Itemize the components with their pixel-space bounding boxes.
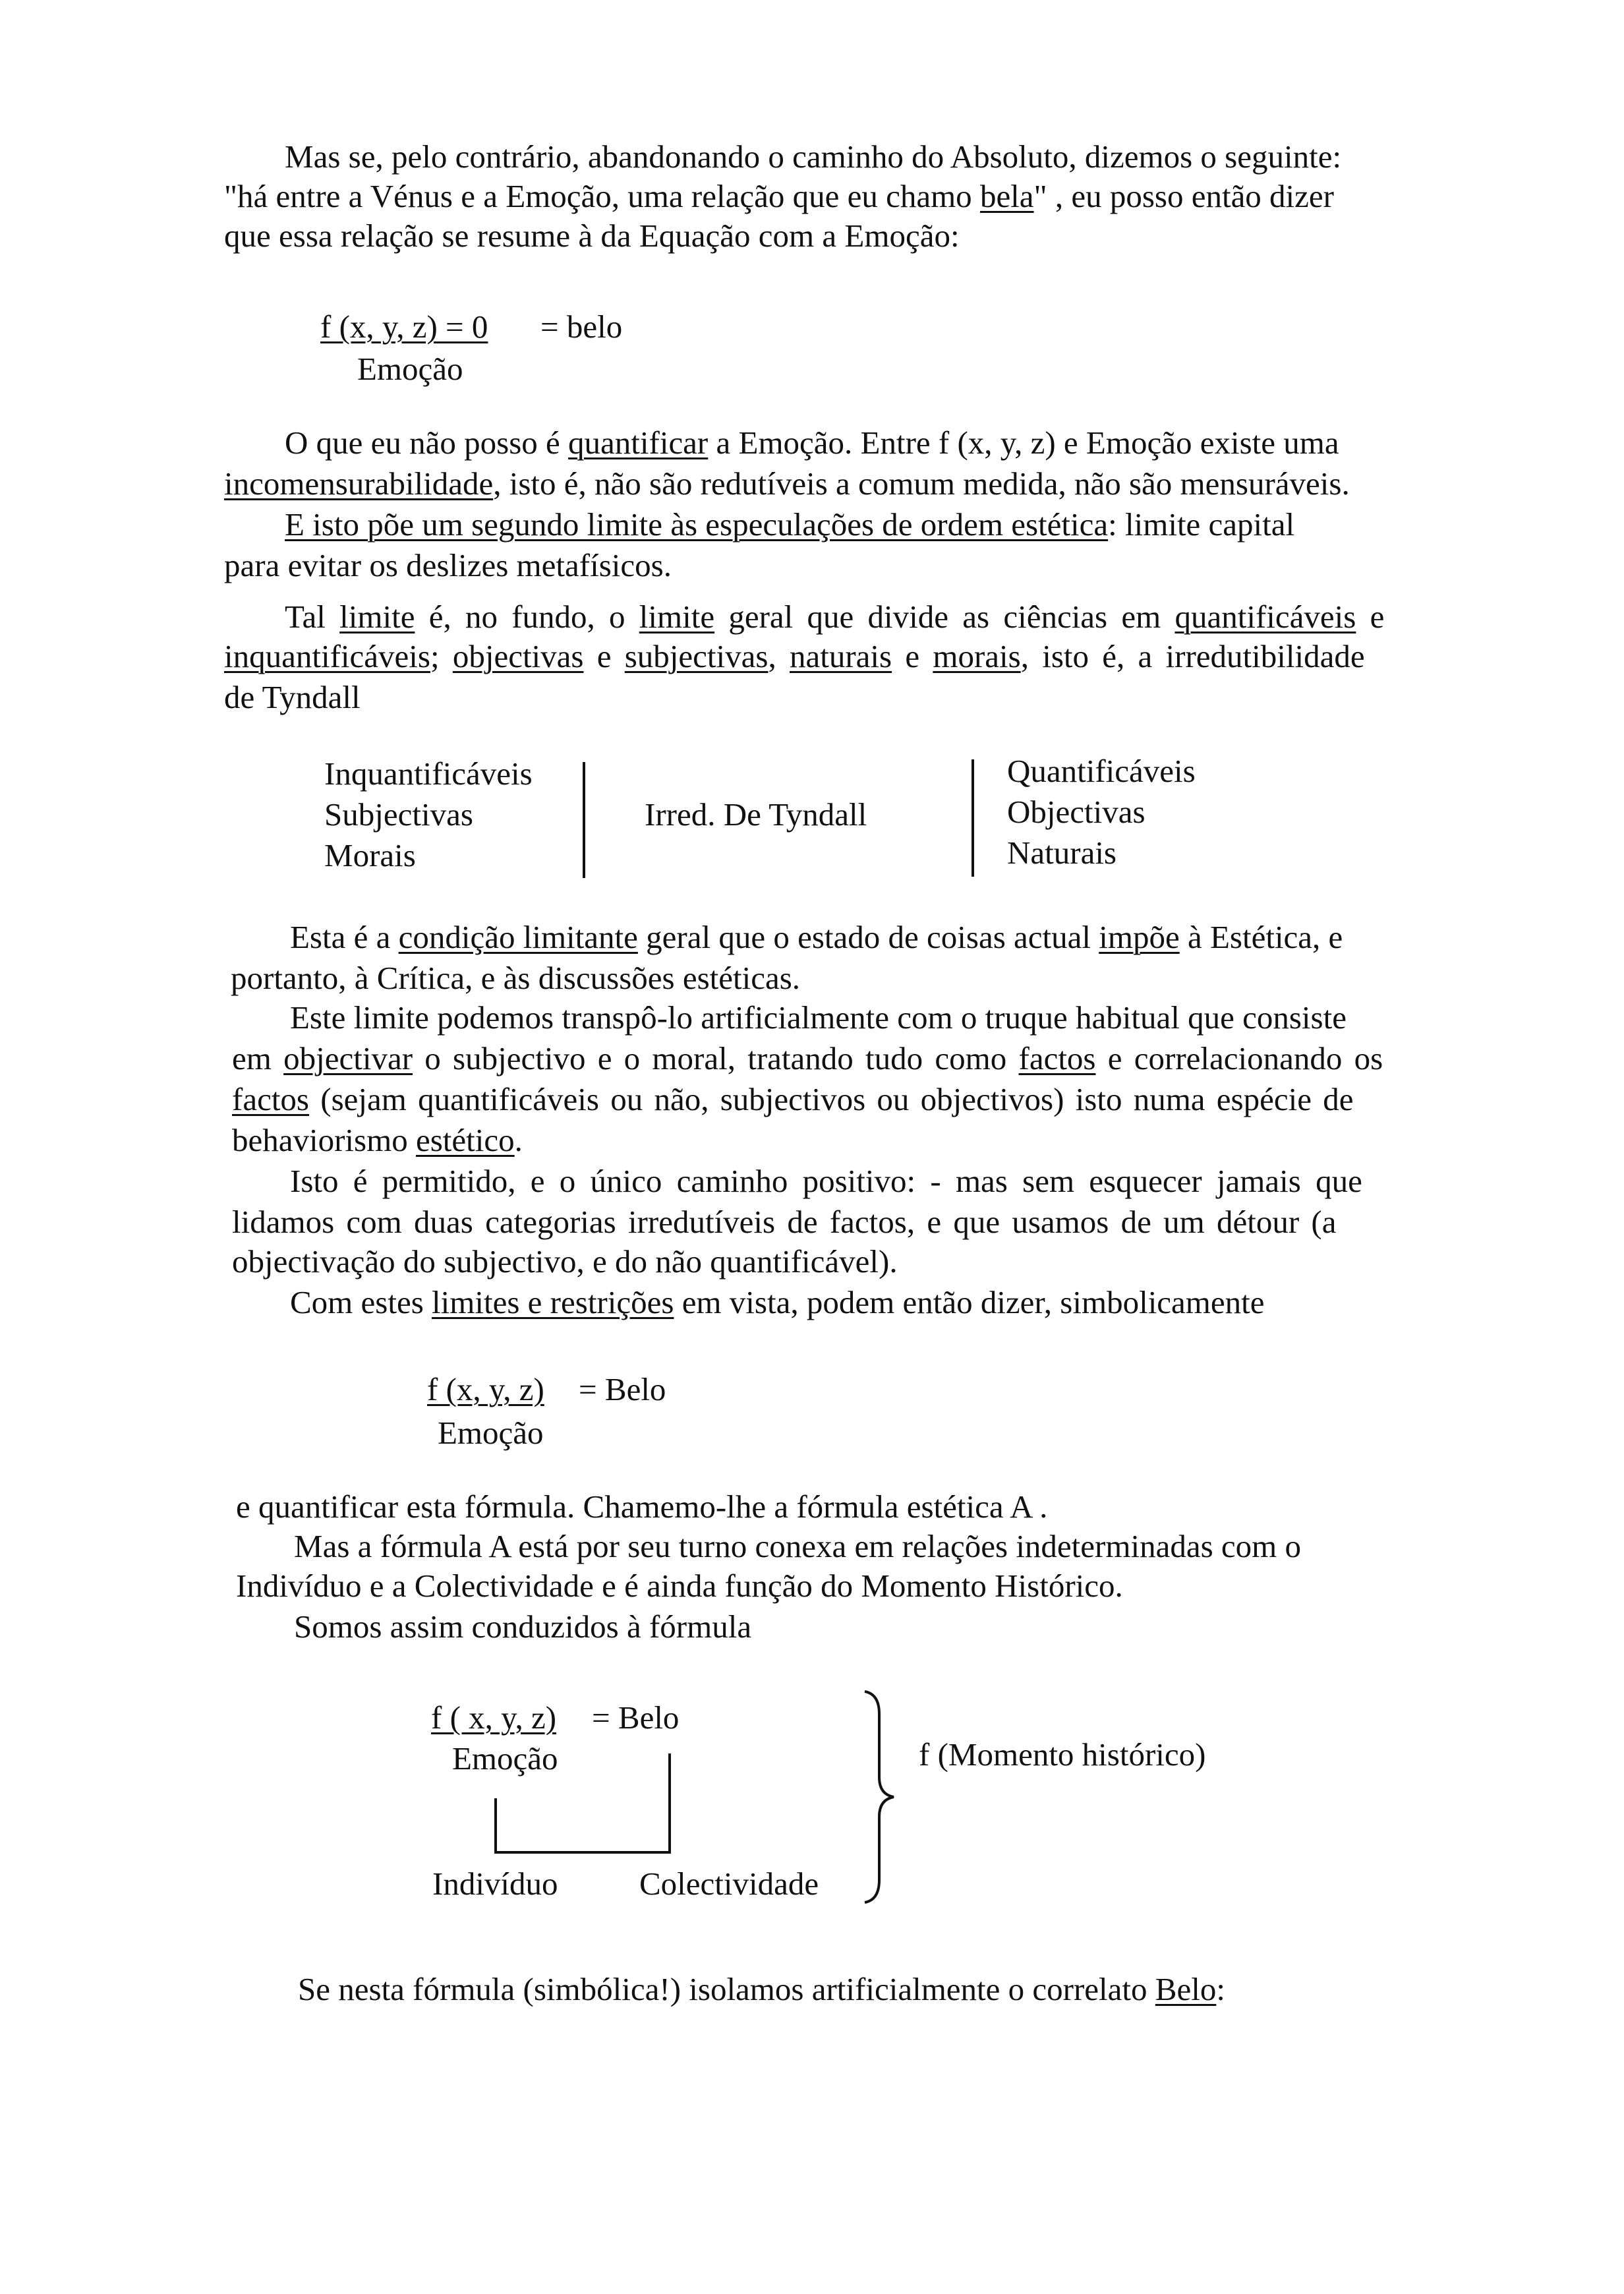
- text-span: = Belo: [579, 1371, 666, 1407]
- formula-1-numerator: [320, 307, 488, 347]
- underlined-word: subjectivas: [624, 638, 768, 674]
- text-span: = belo: [540, 309, 623, 345]
- text-span: e: [1356, 599, 1385, 635]
- text-span: "há entre a Vénus e a Emoção, uma relação que eu chamo: [224, 178, 980, 214]
- text-span: e: [892, 638, 933, 674]
- right-curly-brace: [857, 1688, 903, 1906]
- text-span: Morais: [324, 837, 416, 873]
- underlined-phrase: condição limitante: [398, 919, 638, 955]
- text-span: ;: [430, 638, 453, 674]
- text-span: Esta é a: [290, 919, 399, 955]
- text-span: Objectivas: [1007, 794, 1146, 830]
- text-span: e correlacionando os: [1095, 1040, 1383, 1076]
- formula-3-function: [919, 1735, 1205, 1775]
- underlined-word: factos: [232, 1081, 309, 1117]
- underlined-word: naturais: [789, 638, 892, 674]
- paragraph-3-line-1: [285, 597, 1494, 637]
- text-span: geral que divide as ciências em: [714, 599, 1175, 635]
- paragraph-2-line-1: [285, 423, 1494, 463]
- text-span: [285, 505, 1294, 544]
- underlined-word: incomensurabilidade: [224, 465, 494, 502]
- text-span: Irred. De Tyndall: [645, 796, 867, 833]
- paragraph-1-line-1: [285, 137, 1494, 177]
- paragraph-5-line-4: [232, 1121, 523, 1160]
- underlined-word: objectivar: [283, 1040, 413, 1076]
- text-span: O que eu não posso é: [285, 425, 569, 461]
- text-span: Indivíduo: [432, 1866, 558, 1902]
- tyndall-left-item-2: [324, 795, 473, 835]
- underlined-word: factos: [1018, 1040, 1096, 1076]
- paragraph-4-line-1: [290, 918, 1499, 957]
- underlined-word: Belo: [1155, 1971, 1217, 2007]
- text-span: de Tyndall: [224, 679, 361, 715]
- formula-3-colectividade: [639, 1864, 819, 1904]
- text-span: Se nesta fórmula (simbólica!) isolamos artificialmente o correlato: [298, 1971, 1155, 2007]
- text-span: Somos assim conduzidos à fórmula: [294, 1608, 752, 1645]
- text-span: objectivação do subjectivo, e do não quantificável).: [232, 1243, 898, 1279]
- tyndall-right-item-3: [1007, 833, 1116, 873]
- paragraph-2-line-2: [224, 464, 1350, 504]
- underlined-word: inquantificáveis: [224, 638, 430, 674]
- tyndall-right-divider: [972, 759, 974, 877]
- underlined-word: quantificáveis: [1174, 599, 1356, 635]
- text-span: .: [514, 1122, 523, 1158]
- paragraph-6-line-3: [232, 1242, 898, 1281]
- underlined-phrase: E isto põe um segundo limite às especulações de ordem estética: [285, 506, 1109, 543]
- underlined-word: limite: [639, 599, 715, 635]
- formula-3-denominator: [452, 1739, 558, 1779]
- text-span: Tal: [285, 599, 340, 635]
- text-span: à Estética, e: [1179, 919, 1343, 955]
- text-span: :: [1216, 1971, 1225, 2007]
- formula-2-numerator: [427, 1370, 544, 1409]
- text-span: f (Momento histórico): [919, 1736, 1206, 1773]
- paragraph-5-line-2: [232, 1039, 1383, 1078]
- text-span: Mas a fórmula A está por seu turno conexa em relações indeterminadas com o: [294, 1528, 1302, 1564]
- text-span: Inquantificáveis: [324, 755, 533, 792]
- text-span: Indivíduo e a Colectividade e é ainda função do Momento Histórico.: [236, 1568, 1123, 1604]
- paragraph-5-line-3: [232, 1080, 1353, 1119]
- paragraph-6-line-2: [232, 1202, 1336, 1242]
- underlined-word: impõe: [1099, 919, 1180, 955]
- formula-3-individuo: [432, 1864, 558, 1904]
- underlined-word: morais: [933, 638, 1021, 674]
- formula-1-denominator: [357, 349, 463, 389]
- text-span: Emoção: [438, 1415, 544, 1451]
- formula-3-numerator: [431, 1698, 556, 1738]
- formula-1-equals: [540, 307, 622, 347]
- text-span: behaviorismo: [232, 1122, 416, 1158]
- text-span: , isto é, não são redutíveis a comum medida, não são mensuráveis.: [493, 465, 1350, 502]
- text-span: = Belo: [592, 1699, 680, 1736]
- underlined-phrase: limites e restrições: [432, 1284, 674, 1320]
- text-span: Subjectivas: [324, 796, 473, 833]
- bracket-base: [494, 1851, 671, 1854]
- paragraph-8-line-1: [236, 1487, 1047, 1527]
- text-span: é, no fundo, o: [415, 599, 639, 635]
- text-span: que essa relação se resume à da Equação com a Emoção:: [224, 218, 960, 254]
- paragraph-3-line-3: [224, 678, 361, 717]
- paragraph-9-line-1: [298, 1970, 1225, 2009]
- text-span: Isto é permitido, e o único caminho positivo: - mas sem esquecer jamais que: [290, 1163, 1362, 1199]
- text-span: Mas se, pelo contrário, abandonando o caminho do Absoluto, dizemos o seguinte:: [285, 138, 1342, 175]
- formula-numerator-text: f ( x, y, z): [431, 1699, 557, 1736]
- tyndall-center-label: [645, 795, 867, 835]
- tyndall-left-divider: [583, 762, 585, 878]
- paragraph-1-line-3: [224, 216, 960, 256]
- paragraph-5-line-1: [290, 998, 1499, 1038]
- paragraph-8-line-4: [294, 1607, 751, 1647]
- text-span: a Emoção. Entre f (x, y, z) e Emoção existe uma: [708, 425, 1339, 461]
- text-span: ,: [768, 638, 790, 674]
- formula-numerator-text: f (x, y, z) = 0: [320, 309, 488, 345]
- text-span: Com estes: [290, 1284, 432, 1320]
- text-span: em vista, podem então dizer, simbolicamente: [674, 1284, 1265, 1320]
- text-span: " , eu posso então dizer: [1033, 178, 1334, 214]
- tyndall-left-item-1: [324, 754, 533, 794]
- underlined-word: quantificar: [568, 425, 709, 461]
- text-span: Colectividade: [639, 1866, 819, 1902]
- text-span: Emoção: [452, 1740, 558, 1777]
- text-span: lidamos com duas categorias irredutíveis de factos, e que usamos de um détour (a: [232, 1204, 1337, 1240]
- tyndall-right-item-2: [1007, 792, 1146, 832]
- paragraph-6-line-1: [290, 1162, 1362, 1201]
- formula-numerator-text: f (x, y, z): [427, 1371, 544, 1407]
- text-span: : limite capital: [1108, 506, 1295, 543]
- underlined-word: limite: [339, 599, 415, 635]
- underlined-word: estético: [415, 1122, 515, 1158]
- text-span: e quantificar esta fórmula. Chamemo-lhe a fórmula estética A .: [236, 1488, 1048, 1525]
- text-span: Naturais: [1007, 835, 1116, 871]
- formula-3-equals: [592, 1698, 679, 1738]
- text-span: portanto, à Crítica, e às discussões estéticas.: [231, 960, 801, 996]
- text-span: (sejam quantificáveis ou não, subjectivos ou objectivos) isto numa espécie de: [309, 1081, 1354, 1117]
- paragraph-4-line-2: [231, 958, 800, 998]
- underlined-word: objectivas: [452, 638, 584, 674]
- tyndall-left-item-3: [324, 836, 416, 875]
- text-span: [290, 918, 1343, 957]
- bracket-left-stem: [494, 1798, 497, 1854]
- text-span: Quantificáveis: [1007, 753, 1196, 789]
- formula-2-denominator: [438, 1413, 544, 1453]
- bracket-right-stem: [668, 1753, 671, 1854]
- paragraph-2-line-3: [285, 505, 1494, 544]
- text-span: Este limite podemos transpô-lo artificialmente com o truque habitual que consiste: [290, 999, 1347, 1036]
- underlined-word: bela: [979, 178, 1034, 214]
- text-span: [285, 423, 1339, 463]
- formula-2-equals: [579, 1370, 666, 1409]
- text-span: para evitar os deslizes metafísicos.: [224, 547, 672, 583]
- text-span: o subjectivo e o moral, tratando tudo como: [413, 1040, 1019, 1076]
- paragraph-8-line-3: [236, 1566, 1123, 1606]
- paragraph-7-line-1: [290, 1283, 1265, 1322]
- text-span: Emoção: [357, 351, 463, 387]
- paragraph-1-line-2: [224, 177, 1334, 216]
- tyndall-right-item-1: [1007, 751, 1196, 791]
- text-span: e: [583, 638, 625, 674]
- text-span: , isto é, a irredutibilidade: [1020, 638, 1365, 674]
- text-span: geral que o estado de coisas actual: [637, 919, 1099, 955]
- paragraph-2-line-4: [224, 546, 672, 585]
- paragraph-8-line-2: [294, 1527, 1503, 1566]
- text-span: em: [232, 1040, 284, 1076]
- paragraph-3-line-2: [224, 637, 1365, 676]
